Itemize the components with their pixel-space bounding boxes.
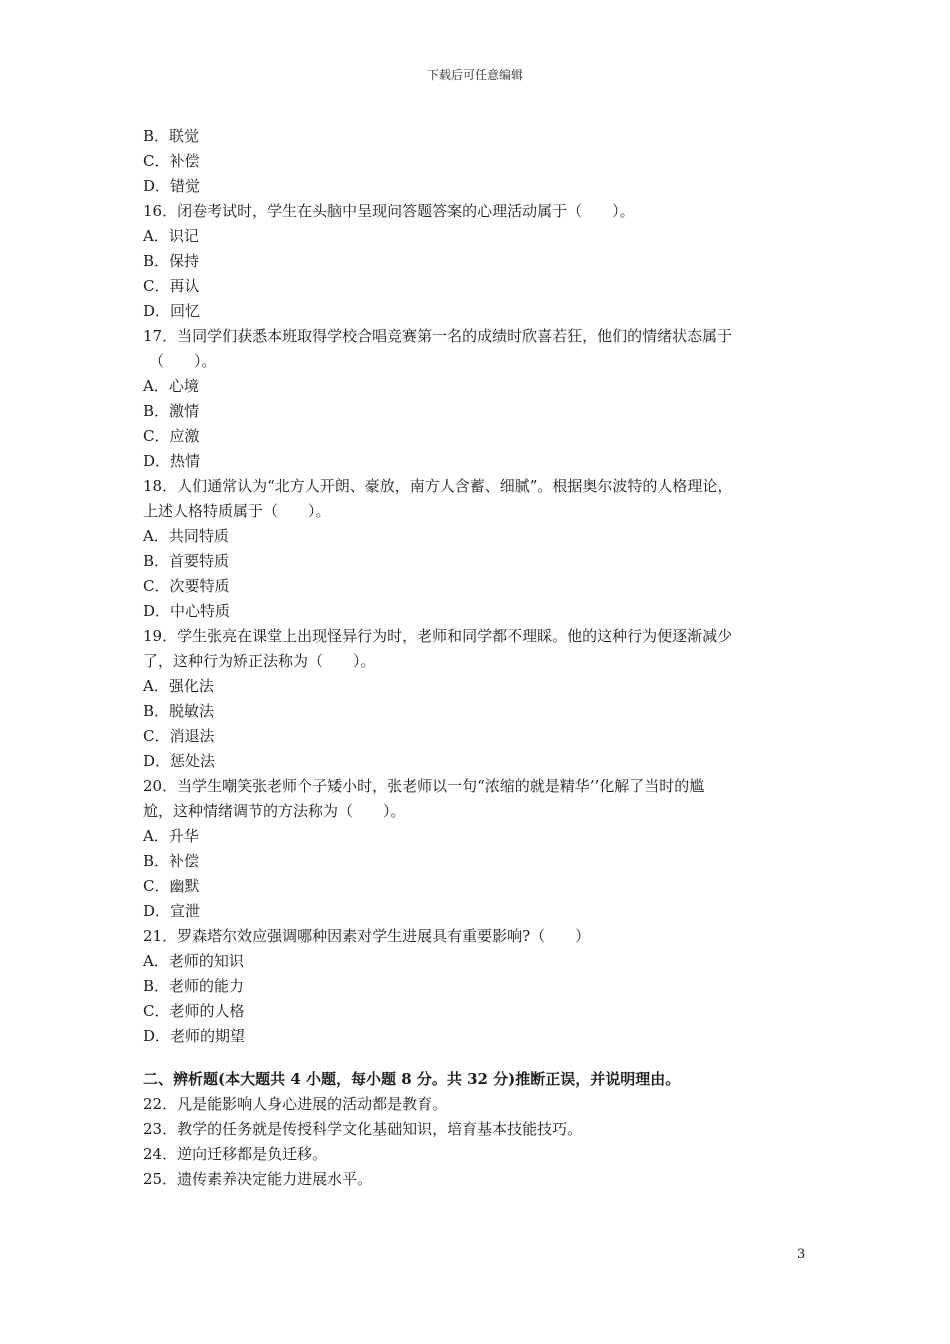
question-19-option-d: D．惩处法	[143, 752, 216, 770]
question-17-option-c: C．应激	[143, 427, 200, 445]
question-20-option-c: C．幽默	[143, 877, 200, 895]
question-22: 22．凡是能影响人身心进展的活动都是教育。	[143, 1095, 448, 1113]
option-line: B．联觉	[143, 127, 200, 145]
question-17-option-d: D．热情	[143, 452, 201, 470]
question-16-option-b: B．保持	[143, 252, 200, 270]
question-23: 23．教学的任务就是传授科学文化基础知识，培育基本技能技巧。	[143, 1120, 583, 1138]
question-18-option-d: D．中心特质	[143, 602, 231, 620]
section-2-title: 二、辨析题(本大题共 4 小题，每小题 8 分。共 32 分)推断正误，并说明理由。	[143, 1070, 681, 1088]
question-17-stem-cont: （ ）。	[149, 352, 217, 370]
question-16-option-a: A．识记	[143, 227, 199, 245]
question-25: 25．遗传素养决定能力进展水平。	[143, 1170, 373, 1188]
document-body	[143, 124, 813, 1192]
question-21-option-c: C．老师的人格	[143, 1002, 245, 1020]
question-21-option-a: A．老师的知识	[143, 952, 244, 970]
question-18-stem: 18．人们通常认为“北方人开朗、豪放，南方人含蓄、细腻”。根据奥尔波特的人格理论，	[143, 477, 733, 495]
question-18-option-c: C．次要特质	[143, 577, 230, 595]
page-header: 下载后可任意编辑	[426, 68, 523, 82]
question-20-option-a: A．升华	[143, 827, 199, 845]
question-17-option-b: B．激情	[143, 402, 200, 420]
question-21-option-b: B．老师的能力	[143, 977, 245, 995]
question-19-option-a: A．强化法	[143, 677, 214, 695]
question-20-option-b: B．补偿	[143, 852, 200, 870]
question-18-stem-cont: 上述人格特质属于（ ）。	[143, 502, 331, 520]
question-17-stem: 17．当同学们获悉本班取得学校合唱竞赛第一名的成绩时欣喜若狂，他们的情绪状态属于	[143, 327, 733, 345]
question-18-option-a: A．共同特质	[143, 527, 229, 545]
question-16-option-d: D．回忆	[143, 302, 201, 320]
question-18-option-b: B．首要特质	[143, 552, 230, 570]
question-19-option-c: C．消退法	[143, 727, 215, 745]
question-24: 24．逆向迁移都是负迁移。	[143, 1145, 328, 1163]
page-number: 3	[797, 1247, 806, 1262]
question-21-stem: 21．罗森塔尔效应强调哪种因素对学生进展具有重要影响?（ ）	[143, 927, 591, 945]
question-20-option-d: D．宣泄	[143, 902, 201, 920]
question-16-option-c: C．再认	[143, 277, 200, 295]
question-20-stem-cont: 尬，这种情绪调节的方法称为（ ）。	[143, 802, 406, 820]
question-19-stem-cont: 了，这种行为矫正法称为（ ）。	[143, 652, 376, 670]
question-19-stem: 19．学生张亮在课堂上出现怪异行为时，老师和同学都不理睬。他的这种行为便逐渐减少	[143, 627, 733, 645]
question-20-stem: 20．当学生嘲笑张老师个子矮小时，张老师以一句“浓缩的就是精华’’化解了当时的尴	[143, 777, 705, 795]
question-16-stem: 16．闭卷考试时，学生在头脑中呈现问答题答案的心理活动属于（ ）。	[143, 202, 635, 220]
question-17-option-a: A．心境	[143, 377, 199, 395]
option-line: C．补偿	[143, 152, 200, 170]
question-21-option-d: D．老师的期望	[143, 1027, 246, 1045]
question-19-option-b: B．脱敏法	[143, 702, 215, 720]
option-line: D．错觉	[143, 177, 201, 195]
